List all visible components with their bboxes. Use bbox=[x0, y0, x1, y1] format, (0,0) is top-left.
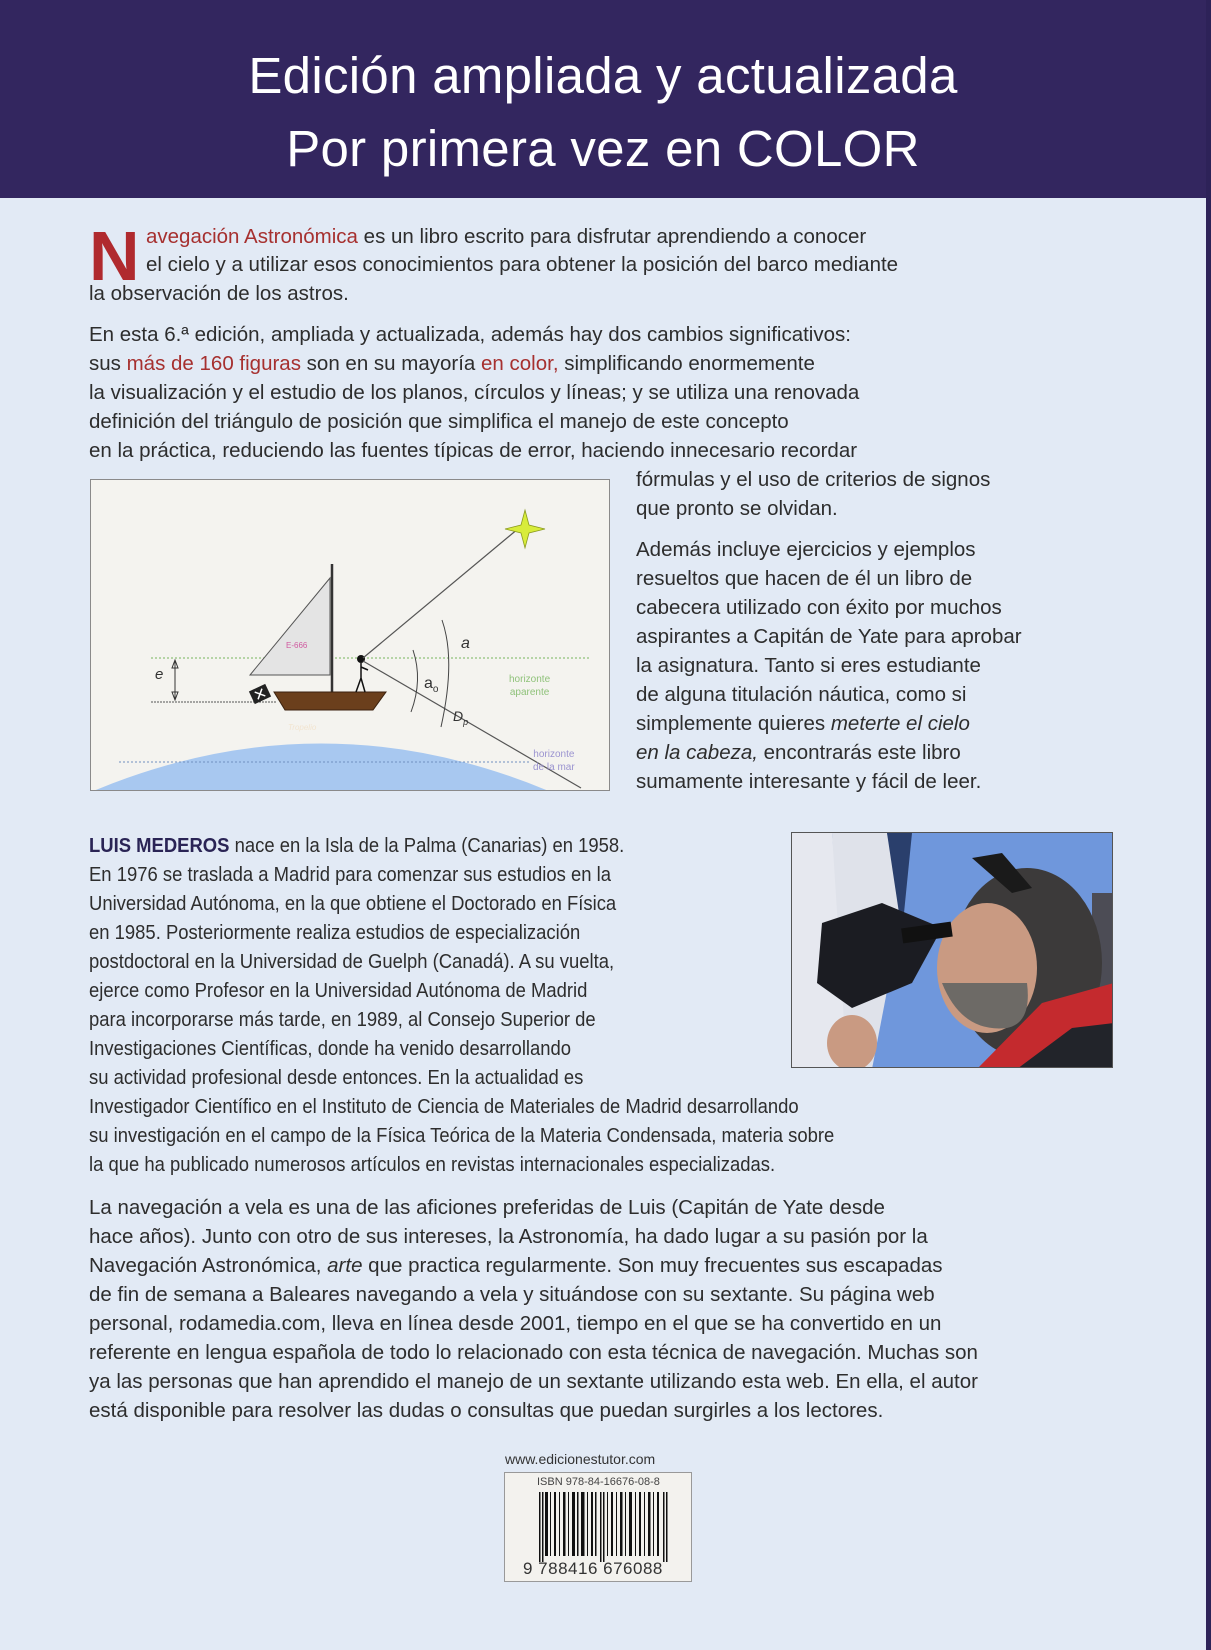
diagram-svg bbox=[91, 480, 610, 791]
hobby-line-1: La navegación a vela es una de las aficiones preferidas de Luis (Capitán de Yate desde bbox=[89, 1196, 885, 1219]
edition-line-7: que pronto se olvidan. bbox=[636, 497, 838, 520]
hobby-line-7: ya las personas que han aprendido el manejo de un sextante utilizando esta web. En ella, el autor bbox=[89, 1370, 978, 1393]
author-line-4: en 1985. Posteriormente realiza estudios de especialización bbox=[89, 921, 581, 944]
author-line-2: En 1976 se traslada a Madrid para comenzar sus estudios en la bbox=[89, 863, 612, 886]
publisher-website[interactable]: www.edicionestutor.com bbox=[505, 1451, 656, 1467]
exercises-line-5: la asignatura. Tanto si eres estudiante bbox=[636, 654, 981, 677]
author-line-10: Investigador Científico en el Instituto de Ciencia de Materiales de Madrid desarrollando bbox=[89, 1095, 799, 1118]
book-title: avegación Astronómica bbox=[146, 225, 358, 248]
sea-horizon-label: horizonte de la mar bbox=[533, 749, 575, 773]
edition-line-3: la visualización y el estudio de los planos, círculos y líneas; y se utiliza una renovada bbox=[89, 381, 860, 404]
exercises-line-6: de alguna titulación náutica, como si bbox=[636, 683, 967, 706]
intro-line-2: el cielo y a utilizar esos conocimientos para obtener la posición del barco mediante bbox=[146, 253, 899, 276]
barcode-icon bbox=[539, 1492, 669, 1562]
author-line-8: Investigaciones Científicas, donde ha venido desarrollando bbox=[89, 1037, 572, 1060]
isbn-barcode bbox=[504, 1472, 692, 1582]
drop-cap: N bbox=[89, 217, 140, 295]
author-line-7: para incorporarse más tarde, en 1989, al Consejo Superior de bbox=[89, 1008, 596, 1031]
sea-icon bbox=[91, 744, 551, 792]
author-line-6: ejerce como Profesor en la Universidad Autónoma de Madrid bbox=[89, 979, 588, 1002]
author-line-12: la que ha publicado numerosos artículos en revistas internacionales especializadas. bbox=[89, 1153, 776, 1176]
label-dp: $D_p$ bbox=[453, 708, 469, 727]
edition-line-6: fórmulas y el uso de criterios de signos bbox=[636, 468, 991, 491]
boat-name: Tropelio bbox=[288, 723, 317, 732]
author-line-11: su investigación en el campo de la Física Teórica de la Materia Condensada, materia sobre bbox=[89, 1124, 835, 1147]
header-line-1: Edición ampliada y actualizada bbox=[248, 47, 958, 104]
sail-icon bbox=[250, 578, 330, 675]
exercises-line-7: simplemente quieres meterte el cielo bbox=[636, 712, 970, 735]
author-name: LUIS MEDEROS bbox=[89, 834, 230, 857]
label-ao: $a_o$ bbox=[424, 675, 439, 696]
author-photo bbox=[791, 832, 1113, 1068]
edition-line-2: sus más de 160 figuras son en su mayoría en color, simplificando enormemente bbox=[89, 352, 815, 375]
header-line-2: Por primera vez en COLOR bbox=[286, 120, 920, 177]
cover-edge-strip bbox=[1206, 0, 1211, 1650]
hobby-line-2: hace años). Junto con otro de sus intereses, la Astronomía, ha dado lugar a su pasión por la bbox=[89, 1225, 928, 1248]
highlight-color: en color, bbox=[481, 352, 559, 375]
edition-line-1: En esta 6.ª edición, ampliada y actualizada, además hay dos cambios significativos: bbox=[89, 323, 851, 346]
label-e: e bbox=[155, 666, 164, 683]
apparent-horizon-label: horizonte aparente bbox=[509, 674, 551, 698]
exercises-line-3: cabecera utilizado con éxito por muchos bbox=[636, 596, 1002, 619]
author-line-5: postdoctoral en la Universidad de Guelph (Canadá). A su vuelta, bbox=[89, 950, 615, 973]
highlight-figures: más de 160 figuras bbox=[126, 352, 301, 375]
edition-line-4: definición del triángulo de posición que simplifica el manejo de este concepto bbox=[89, 410, 789, 433]
exercises-line-9: sumamente interesante y fácil de leer. bbox=[636, 770, 982, 793]
intro-line-1: avegación Astronómica es un libro escrito para disfrutar aprendiendo a conocer bbox=[146, 225, 867, 248]
intro-line-3: la observación de los astros. bbox=[89, 282, 349, 305]
barcode-number: 9 788416 676088 bbox=[523, 1559, 663, 1578]
hobby-line-8: está disponible para resolver las dudas o consultas que puedan surgirles a los lectores. bbox=[89, 1399, 884, 1422]
exercises-line-1: Además incluye ejercicios y ejemplos bbox=[636, 538, 976, 561]
hobby-line-5: personal, rodamedia.com, lleva en línea desde 2001, tiempo en el que se ha convertido en un bbox=[89, 1312, 942, 1335]
exercises-line-2: resueltos que hacen de él un libro de bbox=[636, 567, 973, 590]
edition-line-5: en la práctica, reduciendo las fuentes típicas de error, haciendo innecesario recordar bbox=[89, 439, 858, 462]
photo-sextant-sailor bbox=[792, 833, 1113, 1068]
star-icon bbox=[505, 510, 545, 548]
author-line-3: Universidad Autónoma, en la que obtiene el Doctorado en Física bbox=[89, 892, 617, 915]
isbn-label: ISBN 978-84-16676-08-8 bbox=[537, 1476, 660, 1488]
hobby-line-4: de fin de semana a Baleares navegando a vela y situándose con su sextante. Su página web bbox=[89, 1283, 935, 1306]
hobby-line-3: Navegación Astronómica, arte que practica regularmente. Son muy frecuentes sus escapadas bbox=[89, 1254, 943, 1277]
exercises-line-8: en la cabeza, encontrarás este libro bbox=[636, 741, 961, 764]
label-a: a bbox=[461, 635, 470, 652]
author-line-1: LUIS MEDEROS nace en la Isla de la Palma (Canarias) en 1958. bbox=[89, 834, 625, 857]
hobby-line-6: referente en lengua española de todo lo relacionado con esta técnica de navegación. Muchas son bbox=[89, 1341, 978, 1364]
exercises-line-4: aspirantes a Capitán de Yate para aprobar bbox=[636, 625, 1022, 648]
celestial-navigation-figure bbox=[90, 479, 610, 791]
sail-number: E-666 bbox=[286, 641, 308, 650]
author-line-9: su actividad profesional desde entonces. En la actualidad es bbox=[89, 1066, 584, 1089]
hull-icon bbox=[274, 692, 386, 710]
header-banner bbox=[0, 0, 1206, 198]
